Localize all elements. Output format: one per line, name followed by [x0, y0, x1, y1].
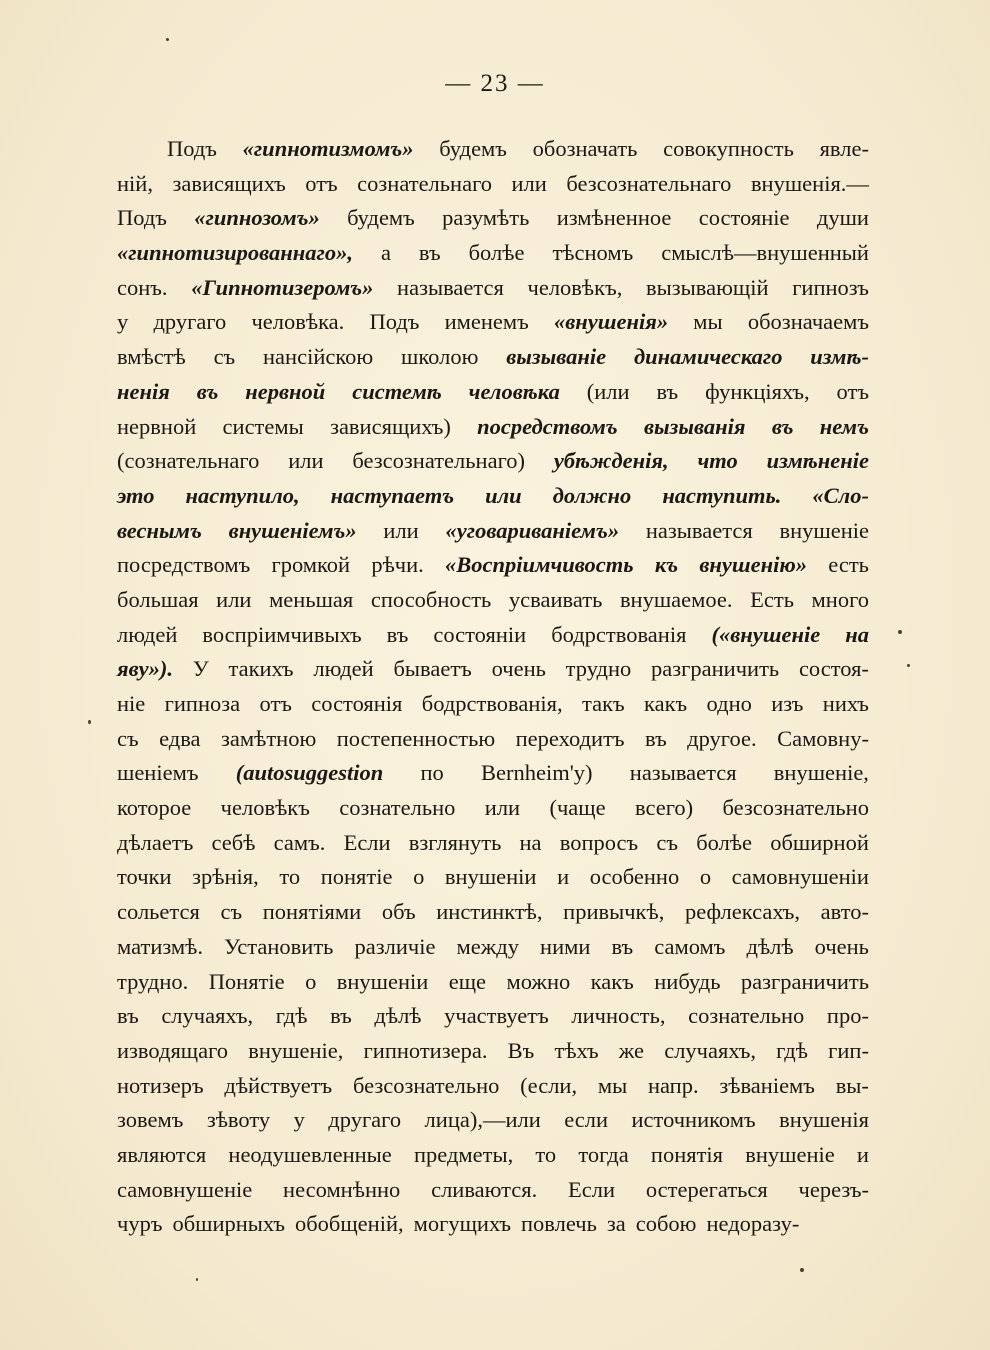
text-line [117, 444, 869, 479]
word: съ [220, 899, 243, 925]
word: очень [491, 656, 546, 682]
word: Подъ [369, 309, 420, 335]
word: ніе [117, 691, 146, 716]
word: состояніи [433, 621, 527, 647]
word: то [279, 864, 301, 890]
text-line [117, 132, 869, 167]
word: трудно. [117, 968, 189, 994]
word: или [484, 795, 521, 821]
word: нотизеръ [117, 1072, 204, 1098]
word: въ [196, 378, 219, 404]
word: наступило, [185, 482, 300, 508]
word: («внушеніе [711, 621, 821, 647]
word: людей [117, 621, 178, 647]
word: изъ [771, 691, 804, 716]
word: вызываніе [506, 344, 607, 370]
word: будемъ [439, 136, 507, 161]
text-line [117, 860, 869, 895]
word: о [305, 968, 317, 994]
word: различіе [354, 933, 436, 959]
word: это [117, 482, 155, 508]
word: (сознательнаго [117, 448, 260, 474]
word: несомнѣнно [283, 1176, 401, 1202]
word: объ [381, 899, 416, 925]
word: внушенія.— [750, 170, 869, 196]
word: взглянуть [408, 829, 502, 855]
word: въ [117, 1003, 139, 1029]
word: мы [597, 1072, 628, 1098]
text-line [117, 895, 869, 930]
word: состоя- [798, 656, 869, 682]
word: понятіями [262, 899, 362, 925]
word: сливаются. [431, 1176, 538, 1202]
word: какъ [590, 968, 634, 994]
text-line [117, 305, 869, 340]
word: отъ [305, 170, 338, 196]
word: измѣ- [810, 344, 869, 370]
word: ними [540, 933, 591, 959]
word: переходитъ [515, 725, 625, 751]
word: людей [313, 656, 374, 682]
word: (autosuggestion [235, 760, 384, 786]
word: отъ [259, 691, 292, 716]
text-line [117, 687, 869, 722]
word: можно [506, 968, 571, 994]
word: системѣ [352, 378, 442, 404]
word: Установить [224, 933, 334, 959]
scan-speck [800, 1268, 804, 1272]
word: еще [448, 968, 487, 994]
word: немъ [819, 413, 869, 439]
word: по [420, 760, 444, 786]
word: посредствомъ [477, 413, 618, 439]
word: именемъ [444, 309, 529, 335]
word: дѣйствуетъ [224, 1072, 333, 1098]
text-line [117, 1138, 869, 1173]
word: одно [706, 691, 752, 716]
word: вмѣстѣ [117, 344, 186, 370]
text-line [117, 271, 869, 306]
word: инстинктѣ, [436, 899, 543, 925]
word: внушеніе, [248, 1037, 344, 1063]
word: «внушенія» [554, 309, 669, 335]
word: внушенію» [699, 552, 808, 578]
word: посредствомъ [117, 552, 251, 578]
word: себѣ [211, 829, 256, 855]
word: явле- [819, 136, 869, 161]
word: привычкѣ, [563, 899, 665, 925]
body-text [117, 132, 869, 1242]
word: разумѣть [442, 205, 530, 231]
word: воспріимчивыхъ [202, 621, 362, 647]
word: «гипнотизированнаго», [117, 240, 353, 266]
word: обобщеній, [294, 1211, 404, 1237]
word: зависящихъ) [330, 413, 451, 439]
word: источникомъ [631, 1107, 756, 1133]
word: матизмѣ. [117, 933, 204, 959]
word: или [485, 482, 522, 508]
text-line [117, 548, 869, 583]
word: (или [586, 378, 630, 404]
word: называется [397, 274, 504, 300]
word: у [293, 1107, 305, 1133]
word: зѣвоту [206, 1107, 271, 1133]
word: черезъ- [798, 1176, 869, 1202]
word: гипнотизера. [363, 1037, 488, 1063]
scan-speck [88, 720, 91, 724]
word: яву»). [117, 656, 173, 682]
word: которое [117, 795, 192, 821]
word: авто- [820, 899, 869, 925]
word: Понятіе [208, 968, 285, 994]
word: Подъ [167, 136, 217, 161]
word: собою [635, 1211, 697, 1237]
word: сольется [117, 899, 200, 925]
text-line [117, 618, 869, 653]
word: самомъ [654, 933, 726, 959]
word: способность [370, 586, 492, 612]
word: ненія [117, 378, 170, 404]
word: а [380, 240, 391, 266]
word: тогда [578, 1141, 629, 1167]
word: зовемъ [117, 1107, 184, 1133]
word: нервной [117, 413, 197, 439]
word: разграничить [740, 968, 869, 994]
word: самовнушеніи [731, 864, 869, 890]
word: на [519, 829, 542, 855]
word: нихъ [822, 691, 869, 716]
word: участвуетъ [444, 1003, 549, 1029]
text-line [117, 1034, 869, 1069]
word: нансійскою [263, 344, 374, 370]
word: случаяхъ, [161, 1003, 254, 1029]
word: называется [645, 517, 753, 543]
word: или [216, 586, 252, 612]
word: усваивать [508, 586, 603, 612]
word: (чаще [549, 795, 606, 821]
word: внушенія [779, 1107, 869, 1133]
word: человѣка. [251, 309, 345, 335]
word: сознательно [339, 795, 456, 821]
word: гипноза [164, 691, 241, 716]
word: то [535, 1141, 557, 1167]
word: функціяхъ, [705, 378, 810, 404]
word: внушеніи [444, 864, 537, 890]
word: системы [222, 413, 304, 439]
word: или [383, 517, 419, 543]
word: школою [401, 344, 479, 370]
word: какъ [644, 691, 688, 716]
word: зѣваніемъ [719, 1072, 815, 1098]
word: веснымъ [117, 517, 202, 543]
word: дѣлаетъ [117, 829, 194, 855]
word: сонъ. [117, 274, 168, 300]
word: внушеніе, [773, 760, 869, 786]
word: болѣе [696, 829, 753, 855]
text-line [117, 930, 869, 965]
word: и [856, 1141, 869, 1167]
word: человѣка [468, 378, 560, 404]
word: въ [418, 240, 441, 266]
text-line [117, 1069, 869, 1104]
word: понятія [650, 1141, 724, 1167]
text-line [117, 340, 869, 375]
word: гипнозъ [792, 274, 869, 300]
word: есть [828, 552, 869, 578]
word: могущихъ [413, 1211, 511, 1237]
word: о [699, 864, 712, 890]
word: чуръ [117, 1211, 163, 1237]
word: съ [117, 725, 139, 751]
word: въ [330, 1003, 352, 1029]
word: или [511, 170, 547, 196]
word: безсознательно [722, 795, 869, 821]
word: безсознательнаго) [352, 448, 525, 474]
word: состояніе [698, 205, 790, 231]
word: человѣкъ [220, 795, 310, 821]
text-line [117, 375, 869, 410]
text-line [117, 722, 869, 757]
word: въ [656, 378, 679, 404]
word: другаго [153, 309, 227, 335]
word: тѣхъ [554, 1037, 599, 1063]
word: точки [117, 864, 172, 890]
word: безсознательнаго [566, 170, 732, 196]
word: измѣненіе [766, 448, 869, 474]
word: мы [693, 309, 723, 335]
word: такъ [582, 691, 625, 716]
word: болѣе [468, 240, 525, 266]
word: обширной [770, 829, 869, 855]
word: внушаемое. [619, 586, 733, 612]
word: отъ [836, 378, 869, 404]
word: самовнушеніе [117, 1176, 253, 1202]
word: вызыванія [643, 413, 746, 439]
word: у [117, 309, 129, 335]
word: на [845, 621, 869, 647]
word: трудно [565, 656, 632, 682]
text-line [117, 826, 869, 861]
word: вызывающій [646, 274, 769, 300]
word: дѣлѣ [374, 1003, 422, 1029]
word: динамическаго [633, 344, 783, 370]
word: безсознательно [352, 1072, 500, 1098]
word: что [697, 448, 738, 474]
word: обозначать [532, 136, 638, 161]
word: очень [814, 933, 869, 959]
text-line [117, 201, 869, 236]
word: должно [552, 482, 632, 508]
word: меньшая [269, 586, 354, 612]
word: Есть [750, 586, 794, 612]
scan-speck [907, 664, 910, 667]
word: У [192, 656, 209, 682]
word: рефлексахъ, [684, 899, 801, 925]
word: смыслѣ—внушенный [661, 240, 869, 266]
word: состоянія [311, 691, 403, 716]
word: понятіе [320, 864, 393, 890]
word: другаго [328, 1107, 402, 1133]
word: Если [568, 1176, 616, 1202]
word: сознательно [688, 1003, 805, 1029]
word: особенно [589, 864, 680, 890]
word: самъ. [273, 829, 326, 855]
word: Bernheim'у) [481, 760, 593, 786]
text-line [117, 167, 869, 202]
text-line [117, 756, 869, 791]
scan-speck [166, 38, 169, 41]
word: души [816, 205, 869, 231]
word: разграничить [651, 656, 780, 682]
text-line [117, 583, 869, 618]
word: тѣсномъ [552, 240, 634, 266]
word: между [456, 933, 519, 959]
word: внушеніе [745, 1141, 835, 1167]
word: (если, [520, 1072, 578, 1098]
word: Если [343, 829, 391, 855]
word: внушеніе [779, 517, 869, 543]
word: зрѣнія, [192, 864, 259, 890]
word: въ [611, 933, 634, 959]
word: гдѣ [275, 1003, 308, 1029]
word: называется [629, 760, 737, 786]
text-line [117, 410, 869, 445]
word: сознательнаго [357, 170, 492, 196]
word: же [618, 1037, 645, 1063]
word: другое. [687, 725, 757, 751]
word: бодрствованія, [421, 691, 563, 716]
text-line [117, 479, 869, 514]
word: человѣкъ, [527, 274, 623, 300]
text-line [117, 514, 869, 549]
word: и [557, 864, 570, 890]
word: будемъ [347, 205, 415, 231]
text-line [117, 1103, 869, 1138]
word: Въ [507, 1037, 535, 1063]
word: обозначаемъ [747, 309, 869, 335]
word: внушеніемъ» [228, 517, 357, 543]
text-line [117, 791, 869, 826]
word: про- [826, 1003, 869, 1029]
word: или [288, 448, 324, 474]
word: «уговариваніемъ» [445, 517, 620, 543]
word: случаяхъ, [664, 1037, 756, 1063]
page-number: — 23 — [445, 70, 545, 97]
text-line [117, 1173, 869, 1208]
word: гип- [828, 1037, 869, 1063]
word: Подъ [117, 205, 167, 231]
word: шеніемъ [117, 760, 199, 786]
text-line [117, 1207, 869, 1242]
word: такихъ [228, 656, 294, 682]
word: Самовну- [777, 725, 869, 751]
text-line [117, 999, 869, 1034]
word: гдѣ [776, 1037, 808, 1063]
word: ній, [117, 170, 153, 196]
word: въ [771, 413, 794, 439]
word: за [606, 1211, 626, 1237]
word: «Сло- [812, 482, 869, 508]
word: если [564, 1107, 609, 1133]
word: наступить. [662, 482, 782, 508]
word: неодушевленные [228, 1141, 392, 1167]
word: предметы, [413, 1141, 514, 1167]
word: личность, [571, 1003, 666, 1029]
word: «гипнозомъ» [194, 205, 320, 231]
word: вы- [835, 1072, 869, 1098]
word: въ [645, 725, 667, 751]
word: большая [117, 586, 199, 612]
word: о [413, 864, 425, 890]
word: «Гипнотизеромъ» [191, 274, 374, 300]
word: вопросъ [559, 829, 639, 855]
word: замѣтною [220, 725, 317, 751]
word: нервной [245, 378, 326, 404]
word: «Воспріимчивость [445, 552, 634, 578]
word: измѣненное [556, 205, 672, 231]
word: лица),—или [424, 1107, 541, 1133]
word: бодрствованія [551, 621, 687, 647]
word: къ [654, 552, 679, 578]
word: рѣчи. [371, 552, 424, 578]
word: нибудь [654, 968, 721, 994]
word: «гипнотизмомъ» [242, 136, 414, 161]
word: напр. [647, 1072, 699, 1098]
text-line [117, 236, 869, 271]
word: недоразу- [706, 1211, 800, 1237]
word: дѣлѣ [746, 933, 794, 959]
word: обширныхъ [172, 1211, 285, 1237]
word: бываетъ [393, 656, 472, 682]
word: являются [117, 1141, 207, 1167]
text-line [117, 965, 869, 1000]
word: внушеніи [336, 968, 429, 994]
word: убѣжденія, [553, 448, 669, 474]
word: громкой [271, 552, 351, 578]
scan-speck [898, 630, 902, 634]
word: въ [386, 621, 409, 647]
scan-speck [196, 1278, 198, 1281]
word: остерегаться [645, 1176, 768, 1202]
word: зависящихъ [172, 170, 286, 196]
word: всего) [634, 795, 694, 821]
word: повлечь [521, 1211, 597, 1237]
word: едва [159, 725, 201, 751]
word: совокупность [663, 136, 794, 161]
word: наступаетъ [330, 482, 455, 508]
word: постепенностью [336, 725, 496, 751]
word: съ [213, 344, 236, 370]
text-line [117, 652, 869, 687]
word: много [811, 586, 869, 612]
word: съ [656, 829, 678, 855]
word: изводящаго [117, 1037, 229, 1063]
